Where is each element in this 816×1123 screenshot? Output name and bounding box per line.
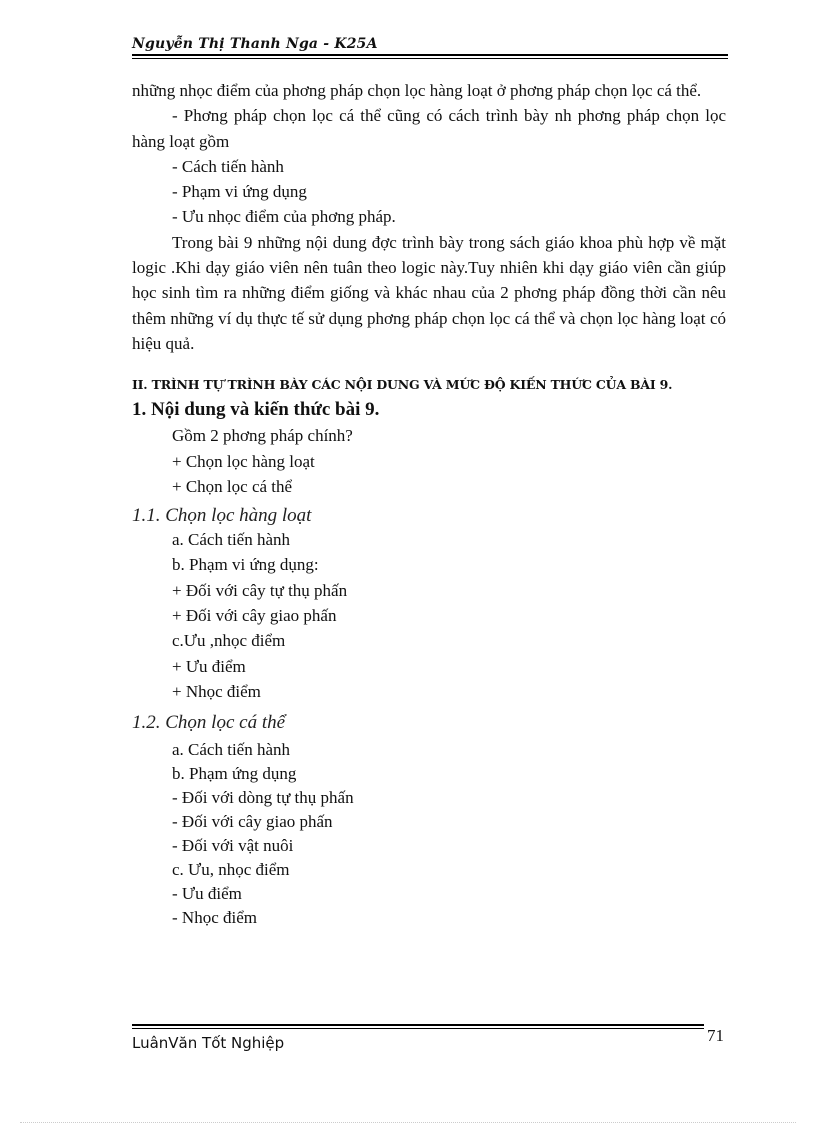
- subsubsection-heading: 1.1. Chọn lọc hàng loạt: [132, 505, 312, 527]
- list-item: c.Ưu ,nhọc điểm: [172, 631, 286, 651]
- subsection-list: [132, 423, 726, 499]
- list-item: + Chọn lọc cá thể: [172, 476, 293, 496]
- footer-rule: [132, 1024, 704, 1026]
- subsection-list: [132, 738, 726, 930]
- list-item: + Ưu điểm: [172, 656, 246, 676]
- list-item: - Ưu nhọc điểm của phơng pháp.: [172, 207, 396, 227]
- list-item: a. Cách tiến hành: [172, 530, 291, 550]
- header-rule: [132, 54, 728, 56]
- list-item: b. Phạm ứng dụng: [172, 764, 297, 784]
- list-item: - Cách tiến hành: [172, 156, 284, 176]
- subsection-heading: 1. Nội dung và kiến thức bài 9.: [132, 399, 380, 421]
- paragraph: những nhọc điểm của phơng pháp chọn lọc hàng loạt ở phơng pháp chọn lọc cá thể.: [132, 81, 702, 100]
- list-item: - Đối với cây giao phấn: [172, 812, 333, 832]
- list-item: + Đối với cây giao phấn: [172, 606, 337, 626]
- list-item: - Đối với vật nuôi: [172, 836, 294, 856]
- footer-rule-thin: [132, 1028, 704, 1029]
- list-item: + Chọn lọc hàng loạt: [172, 451, 315, 471]
- list-item: - Đối với dòng tự thụ phấn: [172, 788, 354, 808]
- paragraph: Trong bài 9 những nội dung đợc trình bày trong sách giáo khoa phù hợp về mặt logic .Khi dạy giáo viên nên tuân theo logic này.Tuy nhiên khi dạy giáo viên cần giúp học sinh tìm ra những điểm giống và khác nhau của 2 phơng pháp đồng thời cần nêu thêm những ví dụ thực tế sử dụng phơng pháp chọn lọc cá thể và chọn lọc hàng loạt có hiệu quả.: [132, 232, 726, 353]
- list-item: + Đối với cây tự thụ phấn: [172, 580, 348, 600]
- list-item: c. Ưu, nhọc điểm: [172, 860, 290, 880]
- list-item: - Nhọc điểm: [172, 908, 257, 928]
- body-text: [132, 78, 726, 930]
- section-heading: II. TRÌNH TỰ TRÌNH BÀY CÁC NỘI DUNG VÀ MỨC ĐỘ KIẾN THỨC CỦA BÀI 9.: [132, 377, 673, 393]
- header-rule-thin: [132, 58, 728, 59]
- footer-label: LuânVăn Tốt Nghiệp: [132, 1034, 285, 1052]
- list-item: a. Cách tiến hành: [172, 740, 291, 760]
- page-number: 71: [707, 1026, 724, 1045]
- paragraph: - Phơng pháp chọn lọc cá thể cũng có cách trình bày nh phơng pháp chọn lọc hàng loạt gồm: [132, 106, 726, 151]
- list-item: Gồm 2 phơng pháp chính?: [172, 426, 353, 446]
- list-item: b. Phạm vi ứng dụng:: [172, 555, 319, 575]
- subsubsection-heading: 1.2. Chọn lọc cá thể: [132, 712, 286, 734]
- subsection-list: [132, 527, 726, 704]
- list-item: - Ưu điểm: [172, 884, 242, 904]
- list-item: + Nhọc điểm: [172, 681, 261, 701]
- header-title: Nguyễn Thị Thanh Nga - K25A: [132, 36, 378, 52]
- list-item: - Phạm vi ứng dụng: [172, 182, 307, 202]
